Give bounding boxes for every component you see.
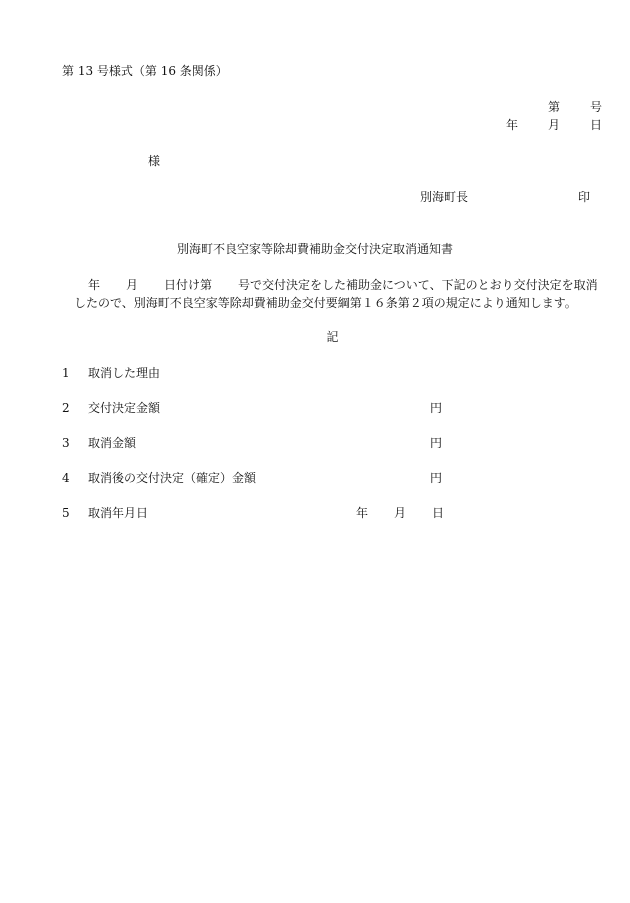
item-number: 5	[62, 506, 70, 520]
yen-unit: 円	[430, 471, 443, 485]
cancel-date	[356, 506, 444, 520]
seal-mark: 印	[578, 190, 591, 204]
issue-date	[506, 118, 602, 132]
notice-body-line-2: したので、別海町不良空家等除却費補助金交付要綱第１６条第２項の規定により通知します。	[74, 296, 577, 310]
document-number-go: 号	[589, 100, 602, 114]
item-label: 取消年月日	[88, 506, 149, 520]
item-label: 取消金額	[88, 436, 137, 450]
item-label: 交付決定金額	[88, 401, 161, 415]
form-number: 第 13 号様式（第 16 条関係）	[62, 64, 228, 78]
item-number: 1	[62, 366, 70, 380]
item-label: 取消した理由	[88, 366, 161, 380]
issue-date-month: 月	[547, 118, 560, 132]
issue-date-day: 日	[589, 118, 602, 132]
document-title: 別海町不良空家等除却費補助金交付決定取消通知書	[176, 242, 453, 256]
body-date-prefix: 日付け第	[164, 278, 213, 292]
cancel-date-month: 月	[394, 506, 407, 520]
document-number-dai: 第	[547, 100, 560, 114]
yen-unit: 円	[430, 401, 443, 415]
body-month: 月	[126, 278, 139, 292]
notice-body-line-1	[62, 276, 610, 294]
sender-name: 別海町長	[420, 190, 469, 204]
item-number: 4	[62, 471, 70, 485]
ki-heading: 記	[326, 330, 339, 344]
item-number: 2	[62, 401, 70, 415]
yen-unit: 円	[430, 436, 443, 450]
cancel-date-day: 日	[432, 506, 445, 520]
addressee-honorific: 様	[148, 154, 161, 168]
item-label: 取消後の交付決定（確定）金額	[88, 471, 257, 485]
body-line1-rest: 号で交付決定をした補助金について、下記のとおり交付決定を取消	[238, 278, 598, 292]
body-year: 年	[88, 278, 101, 292]
notice-body	[62, 276, 610, 312]
item-number: 3	[62, 436, 70, 450]
cancel-date-year: 年	[356, 506, 369, 520]
document-number	[548, 100, 602, 114]
issue-date-year: 年	[505, 118, 518, 132]
